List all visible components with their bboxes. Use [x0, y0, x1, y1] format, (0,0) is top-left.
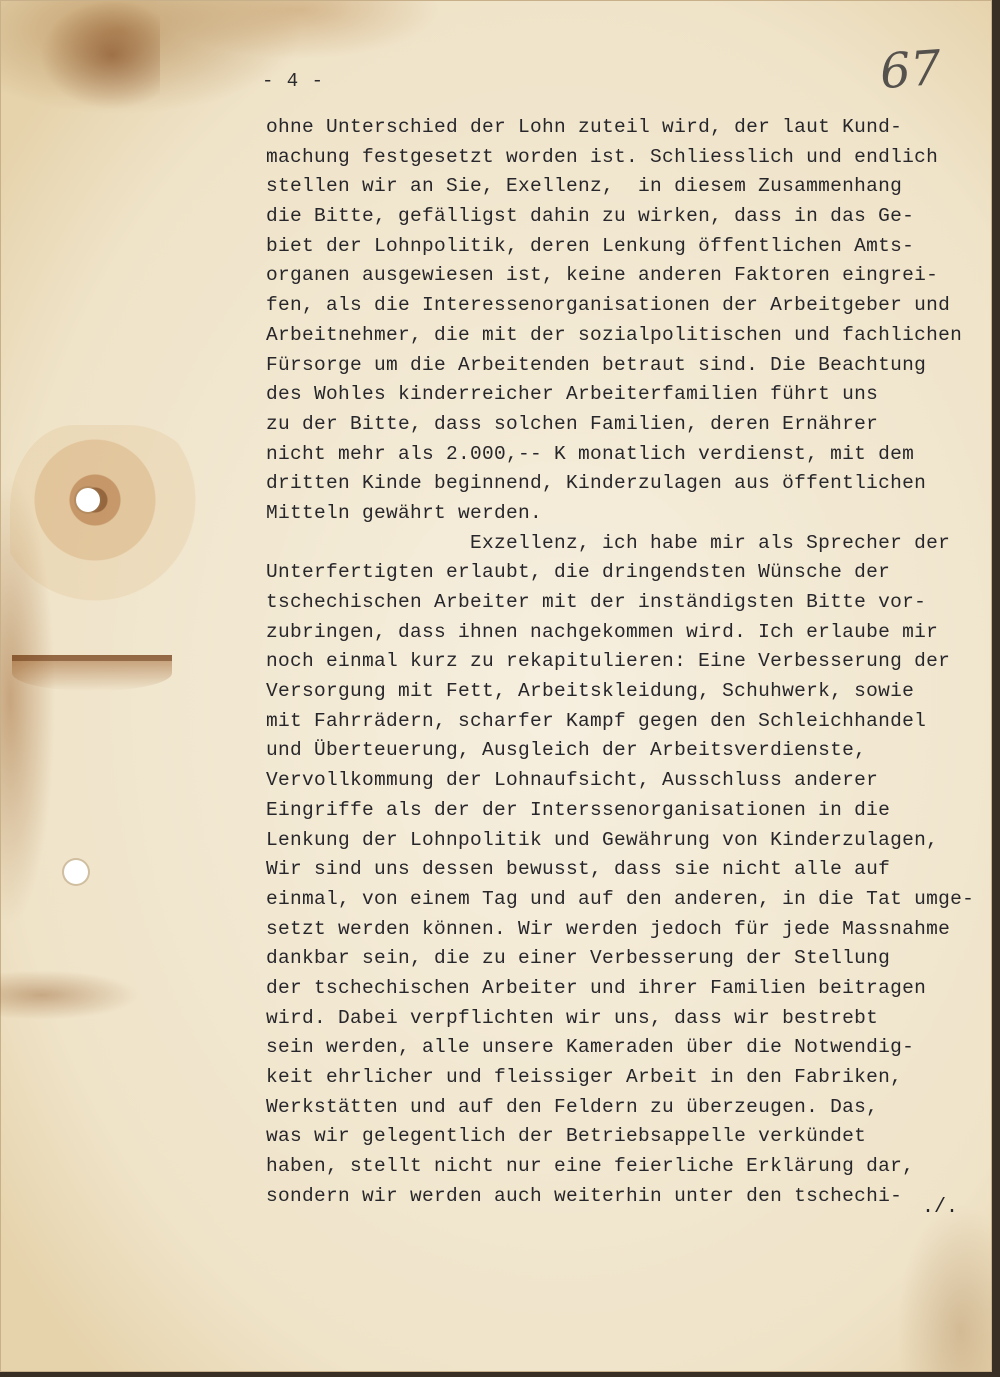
text-line: dankbar sein, die zu einer Verbesserung der Stellung	[266, 947, 891, 970]
text-line: einmal, von einem Tag und auf den anderen, in die Tat umge-	[266, 887, 975, 910]
text-line: Exzellenz, ich habe mir als Sprecher der	[266, 531, 951, 554]
letter-body	[266, 113, 986, 1211]
text-line: Eingriffe als der der Interssenorganisationen in die	[266, 798, 891, 821]
continuation-mark: ./.	[922, 1196, 959, 1219]
text-line: Mitteln gewährt werden.	[266, 501, 543, 524]
burn-stain-top	[40, 0, 160, 110]
page-number: - 4 -	[262, 70, 325, 92]
text-line: tschechischen Arbeiter mit der inständigsten Bitte vor-	[266, 591, 927, 613]
text-line: stellen wir an Sie, Exellenz, in diesem Zusammenhang	[266, 175, 903, 198]
text-line: was wir gelegentlich der Betriebsappelle verkündet	[266, 1125, 867, 1148]
text-line: mit Fahrrädern, scharfer Kampf gegen den Schleichhandel	[266, 709, 927, 732]
text-line: Lenkung der Lohnpolitik und Gewährung von Kinderzulagen,	[266, 828, 939, 851]
text-line: Wir sind uns dessen bewusst, dass sie nicht alle auf	[266, 858, 891, 881]
punch-hole-upper	[76, 488, 100, 512]
text-line: Unterfertigten erlaubt, die dringendsten Wünsche der	[266, 561, 891, 584]
text-line: haben, stellt nicht nur eine feierliche Erklärung dar,	[266, 1155, 915, 1178]
text-line: dritten Kinde beginnend, Kinderzulagen aus öffentlichen	[266, 472, 927, 495]
text-line: ohne Unterschied der Lohn zuteil wird, der laut Kund-	[266, 116, 903, 138]
text-line: zu der Bitte, dass solchen Familien, deren Ernährer	[266, 412, 879, 435]
text-line: Fürsorge um die Arbeitenden betraut sind. Die Beachtung	[266, 353, 927, 376]
text-line: organen ausgewiesen ist, keine anderen Faktoren eingrei-	[266, 264, 939, 287]
text-line: keit ehrlicher und fleissiger Arbeit in den Fabriken,	[266, 1066, 903, 1088]
text-line: die Bitte, gefälligst dahin zu wirken, dass in das Ge-	[266, 205, 915, 228]
text-line: sein werden, alle unsere Kameraden über die Notwendig-	[266, 1036, 915, 1059]
text-line: biet der Lohnpolitik, deren Lenkung öffentlichen Amts-	[266, 234, 915, 257]
burn-stain-mid	[0, 970, 140, 1020]
text-line: zubringen, dass ihnen nachgekommen wird. Ich erlaube mir	[266, 620, 939, 643]
text-line: noch einmal kurz zu rekapitulieren: Eine Verbesserung der	[266, 650, 951, 673]
text-line: setzt werden können. Wir werden jedoch für jede Massnahme	[266, 917, 951, 940]
text-line: wird. Dabei verpflichten wir uns, dass wir bestrebt	[266, 1006, 879, 1029]
text-line: Versorgung mit Fett, Arbeitskleidung, Schuhwerk, sowie	[266, 680, 915, 703]
text-line: der tschechischen Arbeiter und ihrer Familien beitragen	[266, 976, 927, 999]
punch-hole-lower	[64, 860, 88, 884]
text-line: Vervollkommung der Lohnaufsicht, Ausschluss anderer	[266, 769, 879, 792]
text-line: Werkstätten und auf den Feldern zu überzeugen. Das,	[266, 1095, 879, 1118]
burn-stain-band	[12, 655, 172, 691]
text-line: Arbeitnehmer, die mit der sozialpolitischen und fachlichen	[266, 323, 963, 346]
text-line: sondern wir werden auch weiterhin unter den tschechi-	[266, 1184, 903, 1207]
text-line: nicht mehr als 2.000,-- K monatlich verdienst, mit dem	[266, 442, 915, 465]
text-line: und Überteuerung, Ausgleich der Arbeitsverdienste,	[266, 739, 867, 762]
folio-number: 67	[878, 39, 943, 101]
text-line: des Wohles kinderreicher Arbeiterfamilien führt uns	[266, 383, 879, 406]
text-line: fen, als die Interessenorganisationen der Arbeitgeber und	[266, 294, 951, 317]
text-line: machung festgesetzt worden ist. Schliesslich und endlich	[266, 145, 939, 168]
